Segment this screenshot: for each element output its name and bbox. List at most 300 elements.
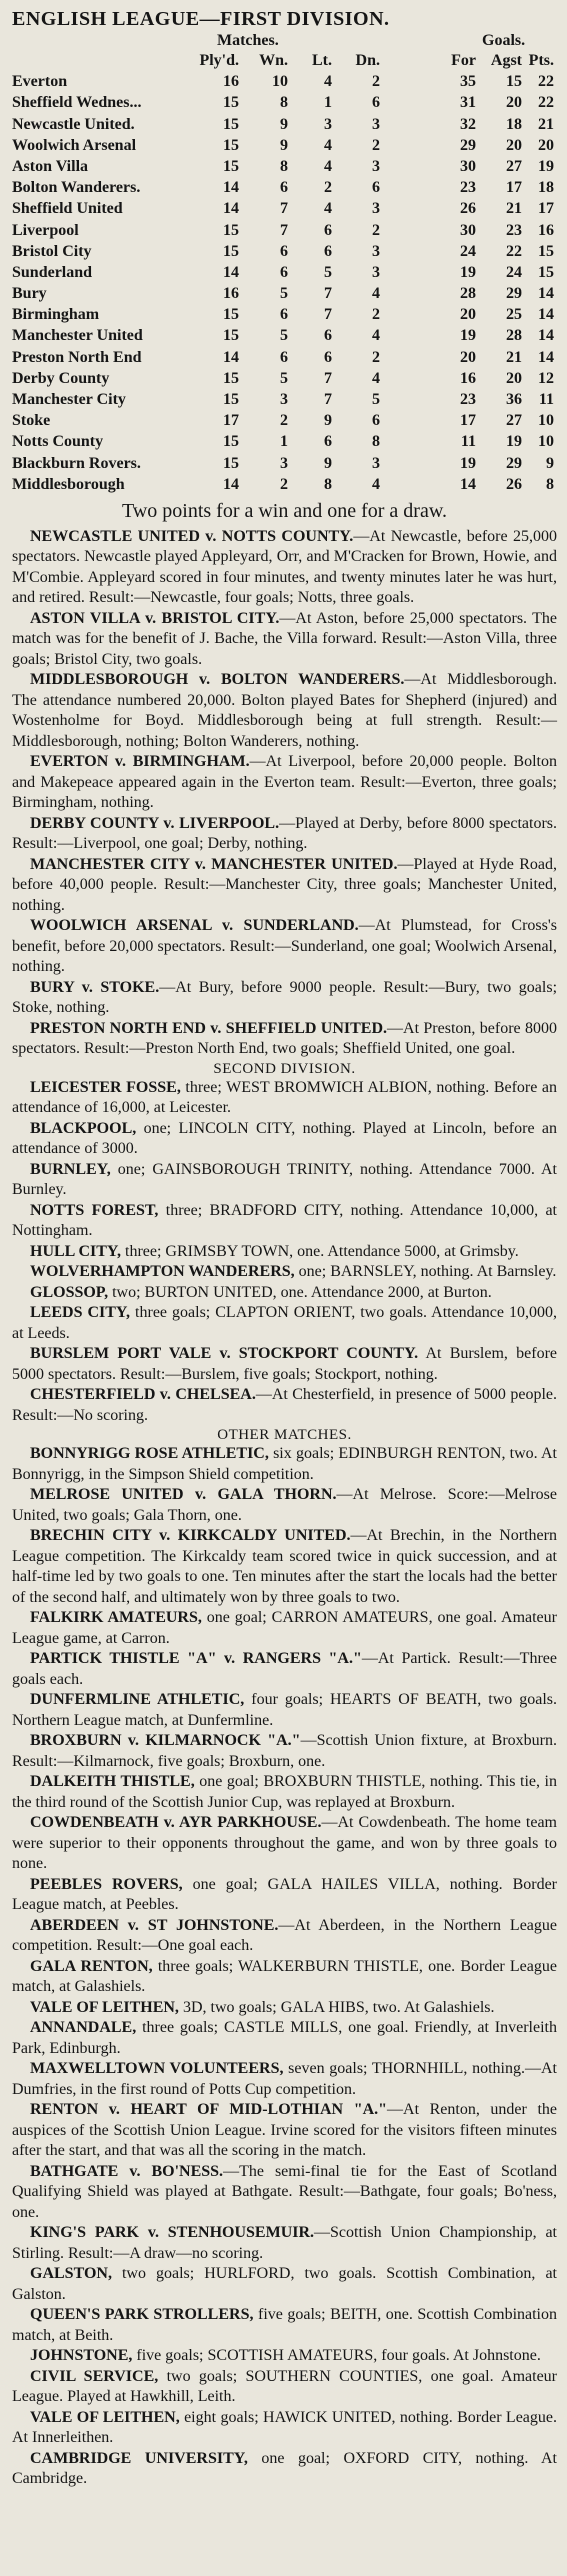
won: 8 bbox=[280, 157, 288, 175]
match-headline: WOOLWICH ARSENAL v. SUNDERLAND. bbox=[30, 917, 359, 935]
team-name: Bristol City bbox=[12, 242, 92, 260]
match-text: —At Renton, under the auspices of the Scottish Union League. Irvine scored for the visitors fifteen minutes after the start, and that was all the scoring in the match. bbox=[12, 2101, 557, 2160]
table-row bbox=[12, 368, 557, 389]
team-name: Aston Villa bbox=[12, 157, 89, 175]
lost: 6 bbox=[324, 221, 332, 239]
drawn: 3 bbox=[372, 242, 380, 260]
played: 14 bbox=[223, 263, 239, 281]
match-headline: DALKEITH THISTLE, bbox=[30, 1773, 195, 1791]
won: 2 bbox=[280, 412, 288, 430]
match-headline: ABERDEEN v. ST JOHNSTONE. bbox=[30, 1916, 279, 1934]
lost: 4 bbox=[324, 73, 332, 91]
won: 5 bbox=[280, 327, 288, 345]
played: 15 bbox=[223, 157, 239, 175]
lost: 4 bbox=[324, 157, 332, 175]
goals-for: 28 bbox=[460, 285, 476, 303]
points: 18 bbox=[538, 179, 554, 197]
played: 14 bbox=[223, 348, 239, 366]
first-division-reports bbox=[12, 527, 557, 1060]
points: 19 bbox=[538, 157, 554, 175]
drawn: 5 bbox=[372, 391, 380, 408]
match-text: —Scottish Union fixture, at Broxburn. Result:—Kilmarnock, five goals; Broxburn, one. bbox=[12, 1732, 557, 1770]
goals-for: 16 bbox=[460, 369, 476, 387]
match-text: —At Bury, before 9000 people. Result:—Bury, two goals; Stoke, nothing. bbox=[12, 978, 558, 1017]
drawn: 2 bbox=[372, 348, 380, 366]
match-report bbox=[12, 2305, 557, 2346]
match-report bbox=[12, 1875, 557, 1916]
lost: 3 bbox=[324, 115, 332, 133]
match-headline: VALE OF LEITHEN, bbox=[30, 1998, 179, 2016]
points: 17 bbox=[538, 200, 554, 218]
lost: 2 bbox=[324, 179, 332, 197]
points: 15 bbox=[538, 263, 554, 281]
table-row bbox=[12, 135, 557, 156]
goals-for: 24 bbox=[460, 242, 476, 260]
won: 7 bbox=[280, 200, 288, 218]
match-report bbox=[12, 1344, 557, 1385]
table-row bbox=[12, 92, 557, 113]
goals-for: 20 bbox=[460, 348, 476, 366]
team-name: Liverpool bbox=[12, 221, 79, 239]
goals-against: 29 bbox=[506, 285, 522, 303]
match-headline: CHESTERFIELD v. CHELSEA. bbox=[30, 1386, 256, 1404]
won: 9 bbox=[280, 136, 288, 154]
match-report bbox=[12, 752, 557, 814]
lost: 9 bbox=[324, 412, 332, 430]
match-headline: LEEDS CITY, bbox=[30, 1304, 131, 1322]
match-headline: BRECHIN CITY v. KIRKCALDY UNITED. bbox=[30, 1527, 351, 1545]
table-row bbox=[12, 389, 557, 410]
lost: 4 bbox=[324, 200, 332, 218]
points: 12 bbox=[538, 369, 554, 387]
match-headline: PRESTON NORTH END v. SHEFFIELD UNITED. bbox=[30, 1019, 388, 1037]
match-text: —Scottish Union Championship, at Stirling. Result:—A draw—no scoring. bbox=[12, 2224, 557, 2262]
match-headline: NOTTS FOREST, bbox=[30, 1201, 159, 1219]
match-text: —Played at Hyde Road, before 40,000 people. Result:—Manchester City, three goals; Manchester United, nothing. bbox=[12, 855, 557, 914]
match-report bbox=[12, 978, 557, 1019]
drawn: 6 bbox=[372, 412, 380, 430]
goals-against: 36 bbox=[506, 391, 522, 408]
goals-for: 19 bbox=[460, 263, 476, 281]
played: 15 bbox=[223, 136, 239, 154]
matches-header: Matches. bbox=[217, 32, 279, 49]
won: 1 bbox=[280, 433, 288, 451]
match-report bbox=[12, 1303, 557, 1344]
col-drawn: Dn. bbox=[355, 52, 380, 69]
match-headline: QUEEN'S PARK STROLLERS, bbox=[30, 2306, 254, 2324]
match-headline: KING'S PARK v. STENHOUSEMUIR. bbox=[30, 2224, 315, 2242]
match-text: two goals; SOUTHERN COUNTIES, one goal. Amateur League. Played at Hawkhill, Leith. bbox=[12, 2367, 558, 2406]
match-text: three; GRIMSBY TOWN, one. Attendance 5000, at Grimsby. bbox=[121, 1242, 519, 1260]
won: 6 bbox=[280, 348, 288, 366]
goals-for: 29 bbox=[460, 136, 476, 154]
points: 10 bbox=[538, 412, 554, 430]
match-headline: PEEBLES ROVERS, bbox=[30, 1875, 183, 1893]
match-headline: BROXBURN v. KILMARNOCK "A." bbox=[30, 1732, 301, 1750]
match-report bbox=[12, 1019, 557, 1060]
match-headline: GALSTON, bbox=[30, 2265, 112, 2283]
played: 15 bbox=[223, 454, 239, 472]
match-headline: ASTON VILLA v. BRISTOL CITY. bbox=[30, 609, 280, 627]
lost: 6 bbox=[324, 327, 332, 345]
match-text: —At Melrose. Score:—Melrose United, two goals; Gala Thorn, one. bbox=[12, 1486, 558, 1524]
table-row bbox=[12, 283, 557, 304]
match-text: one goal; GALA HAILES VILLA, nothing. Border League match, at Peebles. bbox=[12, 1875, 558, 1914]
lost: 7 bbox=[324, 306, 332, 324]
match-report bbox=[12, 2408, 557, 2449]
match-text: one goal; CARRON AMATEURS, one goal. Amateur League game, at Carron. bbox=[12, 1609, 557, 1647]
lost: 7 bbox=[324, 285, 332, 303]
lost: 6 bbox=[324, 433, 332, 451]
match-headline: GLOSSOP, bbox=[30, 1283, 109, 1301]
match-text: one; BARNSLEY, nothing. At Barnsley. bbox=[294, 1263, 557, 1281]
match-text: three; WEST BROMWICH ALBION, nothing. Before an attendance of 16,000, at Leicester. bbox=[12, 1078, 558, 1117]
won: 7 bbox=[280, 221, 288, 239]
won: 9 bbox=[280, 115, 288, 133]
match-report bbox=[12, 1916, 557, 1957]
match-report bbox=[12, 1119, 557, 1160]
match-report bbox=[12, 609, 557, 671]
match-headline: EVERTON v. BIRMINGHAM. bbox=[30, 753, 250, 771]
drawn: 6 bbox=[372, 179, 380, 197]
match-report bbox=[12, 1485, 557, 1526]
match-report bbox=[12, 1998, 557, 2019]
points: 9 bbox=[546, 454, 554, 472]
lost: 7 bbox=[324, 369, 332, 387]
match-text: —At Liverpool, before 20,000 people. Bolton and Makepeace appeared again in the Everton team. Result:—Everton, three goals; Birmingham, nothing. bbox=[12, 753, 557, 812]
played: 14 bbox=[223, 200, 239, 218]
team-name: Sheffield United bbox=[12, 200, 123, 218]
played: 16 bbox=[223, 73, 239, 91]
match-report bbox=[12, 2264, 557, 2305]
match-text: —At Middlesborough. The attendance numbered 20,000. Bolton played Bates for Shepherd (injured) and Wostenholme for Boyd. Middlesborough being at full strength. Result:—Middlesborough, nothing; Bolton Wanderers, nothing. bbox=[12, 671, 557, 750]
team-name: Middlesborough bbox=[12, 475, 125, 493]
match-report bbox=[12, 2018, 557, 2059]
goals-for: 17 bbox=[460, 412, 476, 430]
lost: 1 bbox=[324, 94, 332, 112]
played: 14 bbox=[223, 179, 239, 197]
goals-for: 14 bbox=[460, 475, 476, 493]
other-match-reports bbox=[12, 1444, 557, 2490]
match-text: six goals; EDINBURGH RENTON, two. At Bonnyrigg, in the Simpson Shield competition. bbox=[12, 1445, 557, 1483]
goals-against: 20 bbox=[506, 369, 522, 387]
table-row bbox=[12, 262, 557, 283]
match-report bbox=[12, 527, 557, 609]
table-group-header bbox=[12, 32, 557, 50]
table-row bbox=[12, 474, 557, 495]
match-report bbox=[12, 2100, 557, 2162]
match-report bbox=[12, 1078, 557, 1119]
match-text: —At Aberdeen, in the Northern League competition. Result:—One goal each. bbox=[12, 1916, 557, 1955]
table-row bbox=[12, 304, 557, 325]
lost: 8 bbox=[324, 475, 332, 493]
drawn: 3 bbox=[372, 263, 380, 281]
goals-against: 18 bbox=[506, 115, 522, 133]
match-text: three goals; CASTLE MILLS, one goal. Friendly, at Inverleith Park, Edinburgh. bbox=[12, 2019, 557, 2057]
played: 15 bbox=[223, 327, 239, 345]
goals-against: 27 bbox=[506, 157, 522, 175]
drawn: 2 bbox=[372, 73, 380, 91]
match-text: —The semi-final tie for the East of Scotland Qualifying Shield was played at Bathgate. Result:—Bathgate, four goals; Bo'ness, one. bbox=[12, 2162, 558, 2221]
league-table bbox=[12, 71, 557, 495]
points: 22 bbox=[538, 73, 554, 91]
goals-against: 22 bbox=[506, 242, 522, 260]
match-headline: HULL CITY, bbox=[30, 1242, 121, 1260]
match-report bbox=[12, 814, 557, 855]
won: 5 bbox=[280, 285, 288, 303]
match-report bbox=[12, 1772, 557, 1813]
team-name: Everton bbox=[12, 73, 68, 91]
goals-for: 35 bbox=[460, 73, 476, 91]
match-headline: CIVIL SERVICE, bbox=[30, 2367, 159, 2385]
match-text: At Burslem, before 5000 spectators. Result:—Burslem, five goals; Stockport, nothing. bbox=[12, 1345, 557, 1383]
other-matches-heading: OTHER MATCHES. bbox=[217, 1427, 352, 1444]
match-text: three goals; WALKERBURN THISTLE, one. Border League match, at Galashiels. bbox=[12, 1957, 557, 1996]
played: 15 bbox=[223, 94, 239, 112]
match-headline: BURY v. STOKE. bbox=[30, 978, 160, 996]
lost: 4 bbox=[324, 136, 332, 154]
match-text: two; BURTON UNITED, one. Attendance 2000, at Burton. bbox=[108, 1283, 492, 1301]
match-headline: NEWCASTLE UNITED v. NOTTS COUNTY. bbox=[30, 527, 354, 545]
team-name: Manchester City bbox=[12, 391, 126, 408]
match-text: one goal; OXFORD CITY, nothing. At Cambridge. bbox=[12, 2449, 557, 2488]
match-text: five goals; SCOTTISH AMATEURS, four goals. At Johnstone. bbox=[132, 2347, 541, 2365]
match-headline: BURSLEM PORT VALE v. STOCKPORT COUNTY. bbox=[30, 1345, 419, 1363]
goals-header: Goals. bbox=[482, 32, 526, 49]
points: 14 bbox=[538, 327, 554, 345]
match-report bbox=[12, 2162, 557, 2224]
match-headline: CAMBRIDGE UNIVERSITY, bbox=[30, 2449, 248, 2467]
goals-for: 20 bbox=[460, 306, 476, 324]
goals-against: 28 bbox=[506, 327, 522, 345]
points-note: Two points for a win and one for a draw. bbox=[122, 499, 447, 522]
match-report bbox=[12, 1649, 557, 1690]
table-row bbox=[12, 431, 557, 452]
played: 17 bbox=[223, 412, 239, 430]
match-headline: DUNFERMLINE ATHLETIC, bbox=[30, 1691, 245, 1709]
team-name: Bury bbox=[12, 285, 47, 303]
table-row bbox=[12, 325, 557, 346]
match-headline: MAXWELLTOWN VOLUNTEERS, bbox=[30, 2060, 284, 2078]
drawn: 3 bbox=[372, 157, 380, 175]
drawn: 8 bbox=[372, 433, 380, 451]
team-name: Birmingham bbox=[12, 306, 100, 324]
match-headline: WOLVERHAMPTON WANDERERS, bbox=[30, 1263, 295, 1281]
goals-against: 15 bbox=[506, 73, 522, 91]
table-row bbox=[12, 453, 557, 474]
team-name: Sheffield Wednes... bbox=[12, 94, 142, 112]
table-column-header bbox=[12, 50, 557, 71]
match-headline: BATHGATE v. BO'NESS. bbox=[30, 2162, 224, 2180]
match-headline: RENTON v. HEART OF MID-LOTHIAN "A." bbox=[30, 2101, 388, 2119]
won: 10 bbox=[272, 73, 288, 91]
goals-against: 21 bbox=[506, 348, 522, 366]
won: 8 bbox=[280, 94, 288, 112]
match-text: —At Preston, before 8000 spectators. Result:—Preston North End, two goals; Sheffield United, one goal. bbox=[12, 1019, 558, 1058]
team-name: Manchester United bbox=[12, 327, 143, 345]
goals-for: 30 bbox=[460, 157, 476, 175]
match-report bbox=[12, 2059, 557, 2100]
goals-against: 25 bbox=[506, 306, 522, 324]
match-text: one goal; BROXBURN THISTLE, nothing. This tie, in the third round of the Scottish Junior Cup, was replayed at Broxburn. bbox=[12, 1773, 557, 1811]
match-report bbox=[12, 855, 557, 917]
goals-for: 19 bbox=[460, 327, 476, 345]
match-headline: PARTICK THISTLE "A" v. RANGERS "A." bbox=[30, 1650, 362, 1668]
second-division-heading: SECOND DIVISION. bbox=[213, 1060, 356, 1077]
points: 22 bbox=[538, 94, 554, 112]
col-against: Agst bbox=[490, 52, 522, 69]
match-report bbox=[12, 1283, 557, 1304]
goals-for: 23 bbox=[460, 179, 476, 197]
points: 14 bbox=[538, 306, 554, 324]
match-report bbox=[12, 1262, 557, 1283]
played: 15 bbox=[223, 369, 239, 387]
team-name: Stoke bbox=[12, 412, 51, 430]
match-report bbox=[12, 2367, 557, 2408]
drawn: 4 bbox=[372, 475, 380, 493]
match-report bbox=[12, 1242, 557, 1263]
team-name: Preston North End bbox=[12, 348, 142, 366]
won: 3 bbox=[280, 391, 288, 408]
team-name: Newcastle United. bbox=[12, 115, 135, 133]
table-row bbox=[12, 241, 557, 262]
played: 15 bbox=[223, 242, 239, 260]
drawn: 2 bbox=[372, 136, 380, 154]
match-text: —At Plumstead, for Cross's benefit, before 20,000 spectators. Result:—Sunderland, one goal; Woolwich Arsenal, nothing. bbox=[12, 917, 557, 976]
match-report bbox=[12, 1160, 557, 1201]
played: 15 bbox=[223, 221, 239, 239]
goals-against: 17 bbox=[506, 179, 522, 197]
table-row bbox=[12, 177, 557, 198]
match-headline: MELROSE UNITED v. GALA THORN. bbox=[30, 1486, 337, 1504]
played: 14 bbox=[223, 475, 239, 493]
table-row bbox=[12, 220, 557, 241]
goals-against: 26 bbox=[506, 475, 522, 493]
points: 16 bbox=[538, 221, 554, 239]
goals-for: 30 bbox=[460, 221, 476, 239]
drawn: 3 bbox=[372, 115, 380, 133]
match-report bbox=[12, 1813, 557, 1875]
match-text: eight goals; HAWICK UNITED, nothing. Border League. At Innerleithen. bbox=[12, 2408, 557, 2447]
match-headline: MIDDLESBOROUGH v. BOLTON WANDERERS. bbox=[30, 671, 405, 689]
points: 20 bbox=[538, 136, 554, 154]
drawn: 3 bbox=[372, 454, 380, 472]
match-headline: MANCHESTER CITY v. MANCHESTER UNITED. bbox=[30, 855, 398, 873]
goals-for: 11 bbox=[460, 433, 476, 451]
match-text: five goals; BEITH, one. Scottish Combination match, at Beith. bbox=[12, 2306, 557, 2344]
lost: 5 bbox=[324, 263, 332, 281]
team-name: Notts County bbox=[12, 433, 104, 451]
goals-against: 19 bbox=[506, 433, 522, 451]
match-text: three; BRADFORD CITY, nothing. Attendance 10,000, at Nottingham. bbox=[12, 1201, 557, 1240]
won: 6 bbox=[280, 263, 288, 281]
match-text: —At Cowdenbeath. The home team were superior to their opponents throughout the game, and won by three goals to none. bbox=[12, 1814, 557, 1873]
col-lost: Lt. bbox=[312, 52, 332, 69]
match-headline: FALKIRK AMATEURS, bbox=[30, 1609, 202, 1627]
table-row bbox=[12, 198, 557, 219]
lost: 9 bbox=[324, 454, 332, 472]
match-report bbox=[12, 1201, 557, 1242]
match-text: 3D, two goals; GALA HIBS, two. At Galashiels. bbox=[178, 1998, 495, 2016]
points: 21 bbox=[538, 115, 554, 133]
drawn: 2 bbox=[372, 221, 380, 239]
goals-against: 20 bbox=[506, 136, 522, 154]
points: 14 bbox=[538, 348, 554, 366]
points: 11 bbox=[538, 391, 554, 408]
match-headline: LEICESTER FOSSE, bbox=[30, 1078, 181, 1096]
match-text: four goals; HEARTS OF BEATH, two goals. Northern League match, at Dunfermline. bbox=[12, 1691, 557, 1729]
match-headline: VALE OF LEITHEN, bbox=[30, 2408, 180, 2426]
team-name: Bolton Wanderers. bbox=[12, 179, 141, 197]
col-points: Pts. bbox=[528, 52, 554, 69]
played: 15 bbox=[223, 391, 239, 408]
col-played: Ply'd. bbox=[199, 52, 239, 69]
goals-against: 21 bbox=[506, 200, 522, 218]
match-headline: BLACKPOOL, bbox=[30, 1119, 137, 1137]
won: 3 bbox=[280, 454, 288, 472]
match-text: —At Brechin, in the Northern League competition. The Kirkcaldy team scored twice in quick succession, and at half-time led by two goals to one. Ten minutes after the start the locals had the better of the second half, and ultimately won by three goals to two. bbox=[12, 1527, 557, 1606]
goals-against: 27 bbox=[506, 412, 522, 430]
match-headline: JOHNSTONE, bbox=[30, 2347, 133, 2365]
match-report bbox=[12, 916, 557, 978]
won: 5 bbox=[280, 369, 288, 387]
played: 15 bbox=[223, 115, 239, 133]
points: 15 bbox=[538, 242, 554, 260]
drawn: 4 bbox=[372, 369, 380, 387]
col-won: Wn. bbox=[259, 52, 288, 69]
second-division-reports bbox=[12, 1078, 557, 1427]
goals-against: 20 bbox=[506, 94, 522, 112]
match-text: —At Aston, before 25,000 spectators. The match was for the benefit of J. Bache, the Villa forward. Result:—Aston Villa, three goals; Bristol City, two goals. bbox=[12, 609, 558, 668]
played: 15 bbox=[223, 306, 239, 324]
table-row bbox=[12, 410, 557, 431]
match-report bbox=[12, 1690, 557, 1731]
points: 10 bbox=[538, 433, 554, 451]
match-text: two goals; HURLFORD, two goals. Scottish Combination, at Galston. bbox=[12, 2265, 557, 2303]
drawn: 6 bbox=[372, 94, 380, 112]
match-text: one; GAINSBOROUGH TRINITY, nothing. Attendance 7000. At Burnley. bbox=[12, 1160, 557, 1199]
match-headline: COWDENBEATH v. AYR PARKHOUSE. bbox=[30, 1814, 322, 1832]
drawn: 4 bbox=[372, 285, 380, 303]
won: 6 bbox=[280, 179, 288, 197]
match-headline: BONNYRIGG ROSE ATHLETIC, bbox=[30, 1445, 269, 1463]
page-title: ENGLISH LEAGUE—FIRST DIVISION. bbox=[12, 8, 390, 30]
match-text: three goals; CLAPTON ORIENT, two goals. Attendance 10,000, at Leeds. bbox=[12, 1304, 557, 1342]
won: 6 bbox=[280, 306, 288, 324]
drawn: 2 bbox=[372, 306, 380, 324]
goals-for: 23 bbox=[460, 391, 476, 408]
table-row bbox=[12, 71, 557, 92]
lost: 6 bbox=[324, 348, 332, 366]
goals-for: 31 bbox=[460, 94, 476, 112]
goals-for: 26 bbox=[460, 200, 476, 218]
match-report bbox=[12, 1444, 557, 1485]
match-report bbox=[12, 1526, 557, 1608]
table-row bbox=[12, 156, 557, 177]
match-report bbox=[12, 2346, 557, 2367]
match-report bbox=[12, 1957, 557, 1998]
won: 6 bbox=[280, 242, 288, 260]
lost: 6 bbox=[324, 242, 332, 260]
goals-against: 24 bbox=[506, 263, 522, 281]
match-report bbox=[12, 2223, 557, 2264]
drawn: 3 bbox=[372, 200, 380, 218]
match-headline: GALA RENTON, bbox=[30, 1957, 153, 1975]
drawn: 4 bbox=[372, 327, 380, 345]
match-text: —At Chesterfield, in presence of 5000 people. Result:—No scoring. bbox=[12, 1386, 558, 1424]
lost: 7 bbox=[324, 391, 332, 408]
match-text: —At Partick. Result:—Three goals each. bbox=[12, 1650, 557, 1688]
